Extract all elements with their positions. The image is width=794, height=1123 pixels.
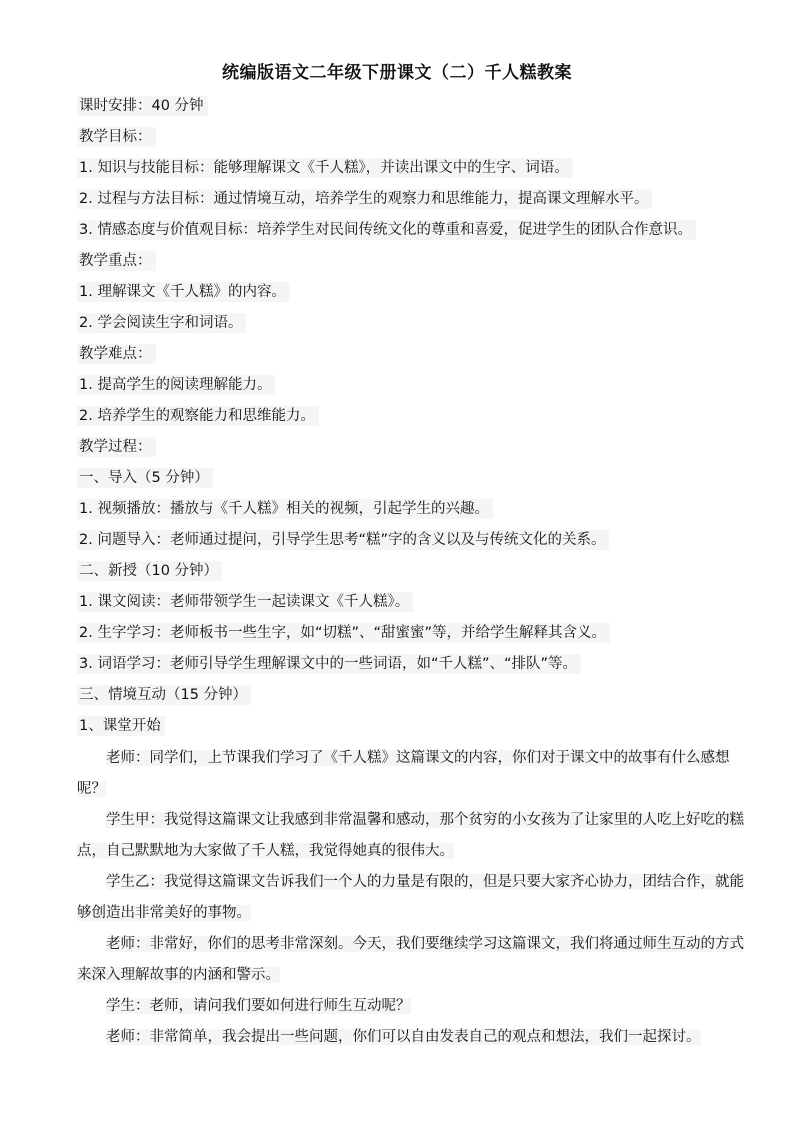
- key-point-item: 2. 学会阅读生字和词语。: [77, 313, 246, 333]
- objective-item: 1. 知识与技能目标：能够理解课文《千人糕》，并读出课文中的生字、词语。: [77, 158, 573, 178]
- heading-process: 教学过程：: [77, 437, 156, 457]
- process-item: 2. 问题导入：老师通过提问，引导学生思考“糕”字的含义以及与传统文化的关系。: [77, 530, 609, 550]
- dialogue-text: 老师：同学们，上节课我们学习了《千人糕》这篇课文的内容，你们对于课文中的故事有什么感想呢？: [77, 750, 730, 797]
- heading-key-points: 教学重点：: [77, 251, 156, 271]
- heading-objectives: 教学目标：: [77, 127, 156, 147]
- difficulty-item: 1. 提高学生的阅读理解能力。: [77, 375, 275, 395]
- key-point-item: 1. 理解课文《千人糕》的内容。: [77, 282, 290, 302]
- dialogue-paragraph: [77, 867, 753, 929]
- dialogue-text: 学生甲：我觉得这篇课文让我感到非常温馨和感动，那个贫穷的小女孩为了让家里的人吃上好吃的糕点，自己默默地为大家做了千人糕，我觉得她真的很伟大。: [77, 812, 744, 859]
- process-item: 1. 课文阅读：老师带领学生一起读课文《千人糕》。: [77, 592, 413, 612]
- section-heading-intro: 一、导入（5 分钟）: [77, 468, 213, 488]
- dialogue-paragraph: [77, 991, 753, 1022]
- lesson-duration: 课时安排：40 分钟: [77, 96, 208, 116]
- dialogue-text: 学生：老师，请问我们要如何进行师生互动呢？: [106, 998, 411, 1014]
- section-heading-interaction: 三、情境互动（15 分钟）: [77, 685, 251, 705]
- dialogue-text: 老师：非常好，你们的思考非常深刻。今天，我们要继续学习这篇课文，我们将通过师生互动的方式来深入理解故事的内涵和警示。: [77, 936, 744, 983]
- section-heading-new: 二、新授（10 分钟）: [77, 561, 222, 581]
- difficulty-item: 2. 培养学生的观察能力和思维能力。: [77, 406, 319, 426]
- dialogue-paragraph: [77, 1022, 753, 1053]
- dialogue-text: 学生乙：我觉得这篇课文告诉我们一个人的力量是有限的，但是只要大家齐心协力，团结合作，就能够创造出非常美好的事物。: [77, 874, 744, 921]
- heading-difficulties: 教学难点：: [77, 344, 156, 364]
- dialogue-text: 老师：非常简单，我会提出一些问题，你们可以自由发表自己的观点和想法，我们一起探讨。: [106, 1029, 701, 1045]
- subsection-heading: 1、课堂开始: [77, 716, 165, 736]
- process-item: 3. 词语学习：老师引导学生理解课文中的一些词语，如“千人糕”、“排队”等。: [77, 654, 581, 674]
- document-title: 统编版语文二年级下册课文（二）千人糕教案: [222, 63, 572, 83]
- dialogue-paragraph: [77, 805, 753, 867]
- dialogue-paragraph: [77, 743, 753, 805]
- objective-item: 2. 过程与方法目标：通过情境互动，培养学生的观察力和思维能力，提高课文理解水平。: [77, 189, 652, 209]
- dialogue-paragraph: [77, 929, 753, 991]
- process-item: 2. 生字学习：老师板书一些生字，如“切糕”、“甜蜜蜜”等，并给学生解释其含义。: [77, 623, 610, 643]
- objective-item: 3. 情感态度与价值观目标：培养学生对民间传统文化的尊重和喜爱，促进学生的团队合作意识。: [77, 220, 696, 240]
- process-item: 1. 视频播放：播放与《千人糕》相关的视频，引起学生的兴趣。: [77, 499, 493, 519]
